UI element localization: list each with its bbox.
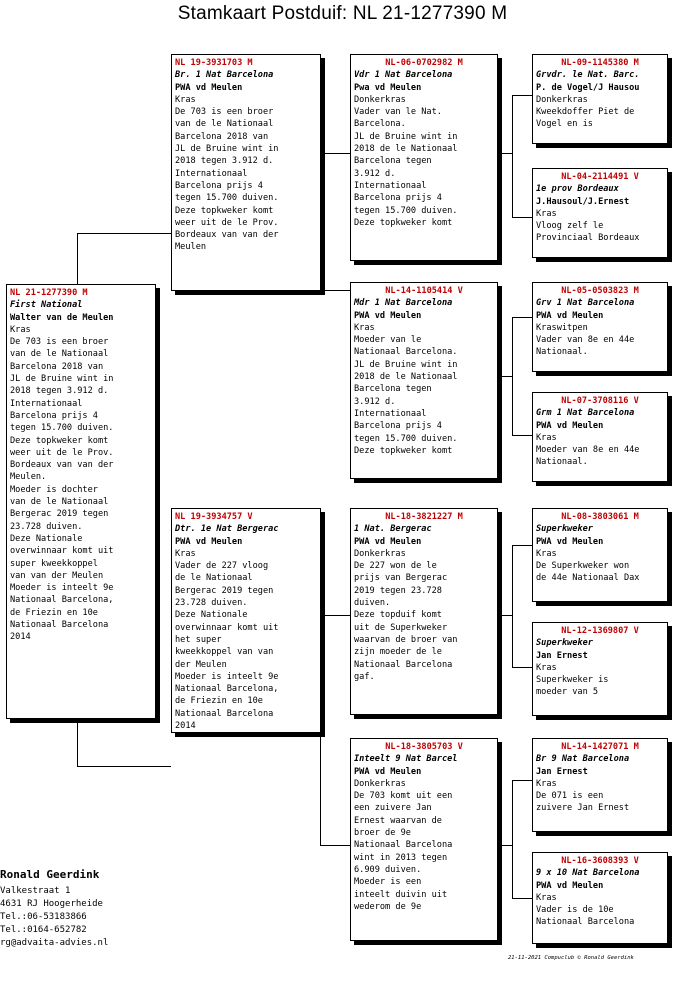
connector (512, 217, 532, 218)
color: Donkerkras (354, 778, 406, 789)
connector (320, 845, 350, 846)
owner: J.Hausoul/J.Ernest (536, 196, 630, 207)
owner: PWA vd Meulen (354, 766, 422, 777)
connector (512, 435, 532, 436)
connector (512, 545, 513, 667)
connector (512, 898, 532, 899)
breeder-phone-1: Tel.:06-53183866 (0, 912, 87, 922)
connector (320, 290, 350, 291)
description: Vader van 8e en 44e Nationaal. (536, 335, 635, 358)
breeder-street: Valkestraat 1 (0, 886, 71, 896)
owner: PWA vd Meulen (354, 310, 422, 321)
connector (320, 615, 350, 616)
owner: P. de Vogel/J Hausou (536, 82, 640, 93)
owner: Walter van de Meulen (10, 312, 114, 323)
page-title: Stamkaart Postduif: NL 21-1277390 M (177, 3, 508, 24)
owner: Jan Ernest (536, 650, 588, 661)
ring-number: NL 21-1277390 M (10, 288, 88, 298)
connector (77, 718, 78, 766)
owner: PWA vd Meulen (354, 536, 422, 547)
ring-number: NL-18-3821227 M (385, 512, 463, 522)
connector (512, 545, 532, 546)
color: Kras (536, 208, 557, 219)
performance: Inteelt 9 Nat Barcel (354, 754, 458, 765)
pigeon-card-grandfather-paternal[interactable] (350, 54, 498, 261)
connector (498, 376, 512, 377)
performance: 1 Nat. Bergerac (354, 524, 432, 535)
color: Kras (175, 548, 196, 559)
description: Vader van le Nat. Barcelona. JL de Bruine wint in 2018 de le Nationaal Barcelona tegen 3.912 d. Internationaal Barcelona prijs 4 tegen 15.700 duiven. Deze topkweker komt (354, 107, 458, 228)
performance: Grv 1 Nat Barcelona (536, 298, 635, 309)
color: Donkerkras (354, 94, 406, 105)
ring-number: NL-04-2114491 V (561, 172, 639, 182)
description: De 703 is een broer van de le Nationaal Barcelona 2018 van JL de Bruine wint in 2018 tegen 3.912 d. Internationaal Barcelona prijs 4 tegen 15.700 duiven. Deze topkweker komt weer uit de le Prov. Bordeaux van van der Meulen. Moeder is dochter van de le Nationaal Bergerac 2019 tegen 23.728 duiven. Deze Nationale overwinnaar komt uit super kweekkoppel van van der Meulen Moeder is inteelt 9e Nationaal Barcelona, de Friezin en 10e Nationaal Barcelona 2014 (10, 337, 114, 643)
performance: 9 x 10 Nat Barcelona (536, 868, 640, 879)
performance: Br. 1 Nat Barcelona (175, 70, 274, 81)
connector (498, 845, 512, 846)
description: Vloog zelf le Provinciaal Bordeaux (536, 221, 640, 244)
description: Vader de 227 vloog de le Nationaal Bergerac 2019 tegen 23.728 duiven. Deze Nationale overwinnaar komt uit het super kweekkoppel van van der Meulen Moeder is inteelt 9e Nationaal Barcelona, de Friezin en 10e Nationaal Barcelona 2014 (175, 561, 279, 732)
ring-number: NL-08-3803061 M (561, 512, 639, 522)
breeder-email[interactable]: rg@advaita-advies.nl (0, 938, 109, 948)
connector (498, 153, 512, 154)
breeder-info (0, 868, 108, 950)
pigeon-card-subject[interactable] (6, 284, 156, 719)
owner: PWA vd Meulen (536, 536, 604, 547)
breeder-phone-2: Tel.:0164-652782 (0, 925, 87, 935)
color: Kras (10, 324, 31, 335)
pigeon-card-gen4-1[interactable] (532, 54, 668, 144)
description: Kweekdoffer Piet de Vogel en is (536, 107, 635, 130)
pigeon-card-mother[interactable] (171, 508, 321, 733)
performance: 1e prov Bordeaux (536, 184, 619, 195)
connector (512, 780, 513, 898)
owner: PWA vd Meulen (536, 420, 604, 431)
ring-number: NL-05-0503823 M (561, 286, 639, 296)
performance: First National (10, 300, 83, 311)
performance: Grm 1 Nat Barcelona (536, 408, 635, 419)
ring-number: NL 19-3931703 M (175, 58, 253, 68)
ring-number: NL-18-3805703 V (385, 742, 463, 752)
connector (77, 233, 78, 286)
performance: Dtr. 1e Nat Bergerac (175, 524, 279, 535)
pigeon-card-gen4-3[interactable] (532, 282, 668, 372)
description: De 071 is een zuivere Jan Ernest (536, 791, 630, 814)
pigeon-card-gen4-4[interactable] (532, 392, 668, 482)
ring-number: NL-06-0702982 M (385, 58, 463, 68)
connector (77, 766, 171, 767)
performance: Mdr 1 Nat Barcelona (354, 298, 453, 309)
ring-number: NL-14-1105414 V (385, 286, 463, 296)
ring-number: NL-07-3708116 V (561, 396, 639, 406)
description: De 703 komt uit een een zuivere Jan Ernest waarvan de broer de 9e Nationaal Barcelona wint in 2013 tegen 6.909 duiven. Moeder is een inteelt duivin uit wederom de 9e (354, 791, 453, 912)
connector (512, 95, 532, 96)
connector (512, 667, 532, 668)
performance: Superkweker (536, 524, 593, 535)
connector (498, 615, 512, 616)
owner: Pwa vd Meulen (354, 82, 422, 93)
pigeon-card-gen4-7[interactable] (532, 738, 668, 832)
pigeon-card-grandfather-maternal[interactable] (350, 508, 498, 715)
performance: Vdr 1 Nat Barcelona (354, 70, 453, 81)
owner: PWA vd Meulen (175, 82, 243, 93)
pigeon-card-grandmother-paternal[interactable] (350, 282, 498, 479)
color: Kras (536, 548, 557, 559)
connector (512, 780, 532, 781)
connector (512, 95, 513, 217)
owner: PWA vd Meulen (536, 310, 604, 321)
color: Kraswitpen (536, 322, 588, 333)
pigeon-card-gen4-5[interactable] (532, 508, 668, 602)
color: Kras (354, 322, 375, 333)
color: Kras (536, 778, 557, 789)
color: Donkerkras (354, 548, 406, 559)
ring-number: NL-09-1145380 M (561, 58, 639, 68)
color: Kras (536, 432, 557, 443)
breeder-name: Ronald Geerdink (0, 868, 100, 881)
owner: Jan Ernest (536, 766, 588, 777)
owner: PWA vd Meulen (175, 536, 243, 547)
pigeon-card-gen4-6[interactable] (532, 622, 668, 716)
pigeon-card-father[interactable] (171, 54, 321, 291)
performance: Br 9 Nat Barcelona (536, 754, 630, 765)
description: De 227 won de le prijs van Bergerac 2019 tegen 23.728 duiven. Deze topduif komt uit de Superkweker waarvan de broer van zijn moeder de le Nationaal Barcelona gaf. (354, 561, 458, 682)
pigeon-card-grandmother-maternal[interactable] (350, 738, 498, 941)
ring-number: NL-12-1369807 V (561, 626, 639, 636)
description: Moeder van 8e en 44e Nationaal. (536, 445, 640, 468)
ring-number: NL-14-1427071 M (561, 742, 639, 752)
color: Kras (536, 662, 557, 673)
ring-number: NL 19-3934757 V (175, 512, 253, 522)
ring-number: NL-16-3608393 V (561, 856, 639, 866)
connector (77, 233, 171, 234)
pigeon-card-gen4-2[interactable] (532, 168, 668, 258)
pigeon-card-gen4-8[interactable] (532, 852, 668, 944)
footer-credit: 21-11-2021 Compuclub © Ronald Geerdink (508, 955, 634, 961)
connector (320, 153, 350, 154)
description: Moeder van le Nationaal Barcelona. JL de Bruine wint in 2018 de le Nationaal Barcelona tegen 3.912 d. Internationaal Barcelona prijs 4 tegen 15.700 duiven. Deze topkweker komt (354, 335, 458, 456)
description: De Superkweker won de 44e Nationaal Dax (536, 561, 640, 584)
description: De 703 is een broer van de le Nationaal Barcelona 2018 van JL de Bruine wint in 2018 tegen 3.912 d. Internationaal Barcelona prijs 4 tegen 15.700 duiven. Deze topkweker komt weer uit de le Prov. Bordeaux van van der Meulen (175, 107, 279, 253)
performance: Grvdr. le Nat. Barc. (536, 70, 640, 81)
color: Kras (536, 892, 557, 903)
color: Kras (175, 94, 196, 105)
breeder-city: 4631 RJ Hoogerheide (0, 899, 103, 909)
connector (512, 317, 513, 435)
performance: Superkweker (536, 638, 593, 649)
description: Vader is de 10e Nationaal Barcelona (536, 905, 635, 928)
owner: PWA vd Meulen (536, 880, 604, 891)
connector (512, 317, 532, 318)
description: Superkweker is moeder van 5 (536, 675, 609, 698)
color: Donkerkras (536, 94, 588, 105)
